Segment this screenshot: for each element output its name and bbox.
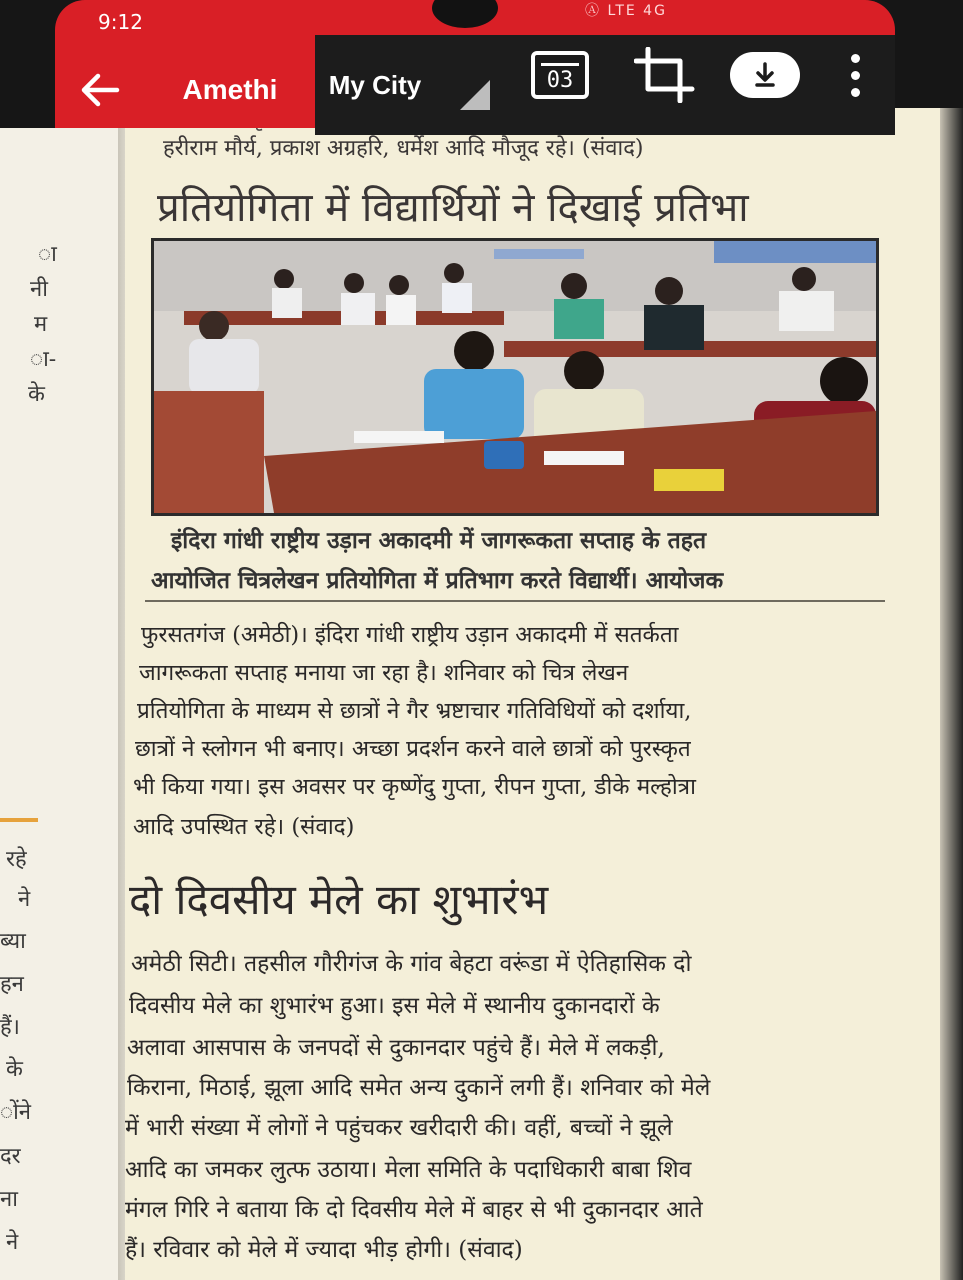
calendar-icon	[531, 51, 589, 99]
tab-amethi[interactable]: Amethi	[182, 74, 278, 105]
status-icons: Ⓐ LTE 4G	[585, 3, 667, 19]
newspaper-page[interactable]	[125, 108, 947, 1280]
back-button[interactable]	[75, 55, 125, 125]
article-body-line: अमेठी सिटी। तहसील गौरीगंज के गांव बेहटा वरूंडा में ऐतिहासिक दो	[131, 951, 692, 977]
left-page-text: म	[34, 312, 48, 337]
article-body-line: में भारी संख्या में लोगों ने पहुंचकर खरीदारी की। वहीं, बच्चों ने झूले	[125, 1115, 673, 1141]
back-arrow-icon	[80, 73, 120, 107]
article-body-line: आदि उपस्थित रहे। (संवाद)	[133, 814, 355, 840]
left-page-text: ने	[6, 1230, 19, 1255]
article-headline: प्रतियोगिता में विद्यार्थियों ने दिखाई प्रतिभा	[157, 185, 749, 231]
left-page-text: ने	[18, 887, 31, 912]
article-photo	[151, 238, 879, 516]
left-page-text: हन	[0, 972, 24, 997]
more-vertical-icon	[851, 54, 860, 97]
left-page-text: रहे	[6, 847, 27, 872]
left-page-divider	[0, 818, 38, 822]
date-badge: 03	[546, 68, 574, 93]
download-icon	[730, 52, 800, 98]
article-body-line: फुरसतगंज (अमेठी)। इंदिरा गांधी राष्ट्रीय उड़ान अकादमी में सतर्कता	[141, 622, 679, 648]
article-body-line: हैं। रविवार को मेले में ज्यादा भीड़ होगी। (संवाद)	[125, 1237, 523, 1263]
photo-caption: आयोजित चित्रलेखन प्रतियोगिता में प्रतिभाग करते विद्यार्थी। आयोजक	[151, 568, 724, 594]
page-edge-shadow	[940, 108, 963, 1280]
left-page-text: के	[28, 382, 45, 407]
tab-my-city[interactable]: My City	[328, 69, 422, 100]
left-page-text: ा-	[30, 347, 57, 372]
adjacent-page-left	[0, 128, 128, 1280]
article-body-line: प्रतियोगिता के माध्यम से छात्रों ने गैर भ्रष्टाचार गतिविधियों को दर्शाया,	[137, 698, 692, 724]
dropdown-corner-icon	[460, 80, 490, 110]
article-body-line: किराना, मिठाई, झूला आदि समेत अन्य दुकानें लगी हैं। शनिवार को मेले	[127, 1075, 711, 1101]
left-page-text: ोंने	[0, 1100, 31, 1125]
article-body-line: अलावा आसपास के जनपदों से दुकानदार पहुंचे हैं। मेले में लकड़ी,	[127, 1035, 665, 1061]
date-picker-button[interactable]	[520, 40, 600, 110]
left-page-text: नी	[30, 277, 48, 302]
article-body-line: जागरूकता सप्ताह मनाया जा रहा है। शनिवार को चित्र लेखन	[139, 660, 629, 686]
more-options-button[interactable]	[830, 40, 880, 110]
caption-divider	[145, 600, 885, 602]
previous-article-line: हरीराम मौर्य, प्रकाश अग्रहरि, धर्मेश आदि मौजूद रहे। (संवाद)	[163, 136, 644, 161]
crop-button[interactable]	[625, 40, 705, 110]
left-page-text: ा	[38, 242, 57, 267]
left-page-text: दर	[0, 1144, 21, 1169]
article-body-line: भी किया गया। इस अवसर पर कृष्णेंदु गुप्ता, रीपन गुप्ता, डीके मल्होत्रा	[133, 774, 696, 800]
article-body-line: छात्रों ने स्लोगन भी बनाए। अच्छा प्रदर्शन करने वाले छात्रों को पुरस्कृत	[135, 736, 691, 762]
left-page-text: हैं।	[0, 1015, 21, 1040]
article-body-line: मंगल गिरि ने बताया कि दो दिवसीय मेले में बाहर से भी दुकानदार आते	[125, 1197, 703, 1223]
crop-icon	[634, 47, 696, 103]
photo-caption: इंदिरा गांधी राष्ट्रीय उड़ान अकादमी में जागरूकता सप्ताह के तहत	[171, 528, 707, 554]
left-page-text: ना	[0, 1187, 18, 1212]
left-page-text: ब्या	[0, 929, 26, 954]
article-headline: दो दिवसीय मेले का शुभारंभ	[129, 875, 549, 924]
left-page-text: के	[6, 1057, 23, 1082]
article-body-line: आदि का जमकर लुत्फ उठाया। मेला समिति के पदाधिकारी बाबा शिव	[125, 1157, 692, 1183]
status-time: 9:12	[98, 10, 143, 34]
article-body-line: दिवसीय मेले का शुभारंभ हुआ। इस मेले में स्थानीय दुकानदारों के	[129, 993, 660, 1019]
download-button[interactable]	[725, 40, 805, 110]
